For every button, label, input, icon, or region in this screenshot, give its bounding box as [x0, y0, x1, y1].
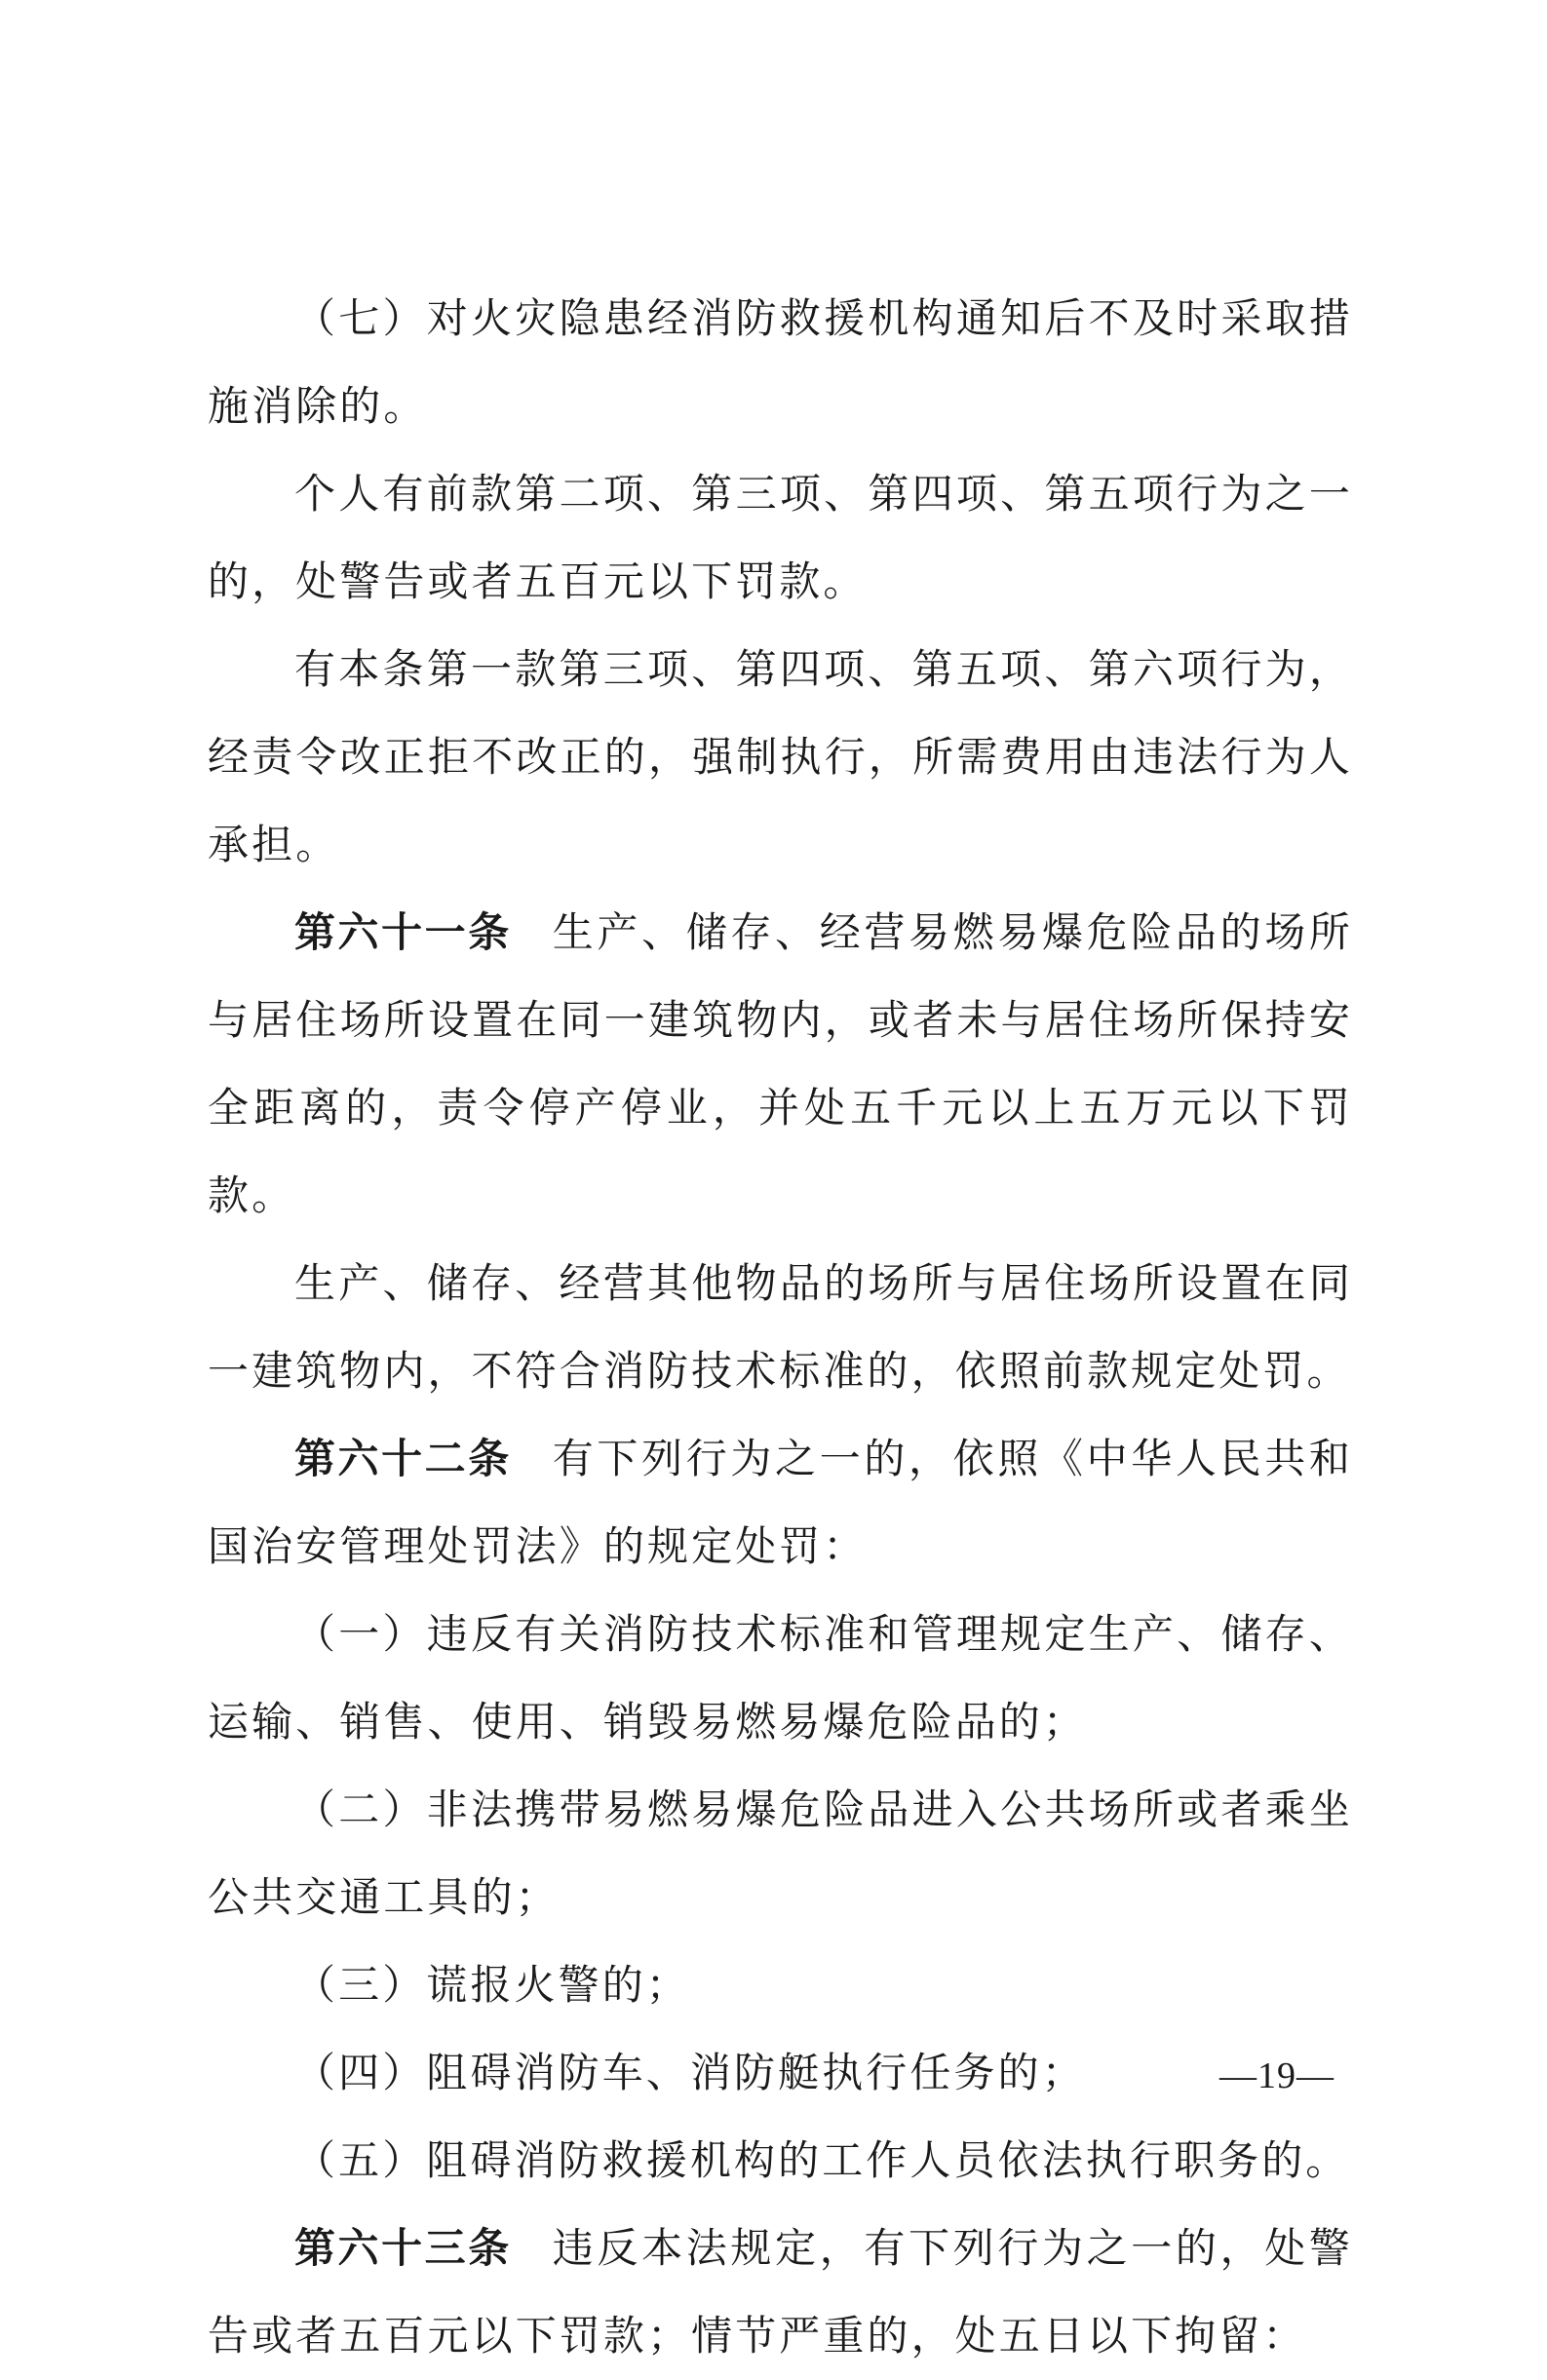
paragraph-individual-penalty: 个人有前款第二项、第三项、第四项、第五项行为之一的，处警告或者五百元以下罚款。: [208, 470, 1353, 605]
article-61-paragraph-2: 生产、储存、经营其他物品的场所与居住场所设置在同一建筑物内，不符合消防技术标准的，依照前款规定处罚。: [208, 1259, 1353, 1395]
article-62-item-5: （五）阻碍消防救援机构的工作人员依法执行职务的。: [294, 2136, 1350, 2184]
article-62-item-2: （二）非法携带易燃易爆危险品进入公共场所或者乘坐公共交通工具的；: [208, 1785, 1353, 1921]
page-number: —19—: [1219, 2055, 1334, 2096]
paragraph-enforcement: 有本条第一款第三项、第四项、第五项、第六项行为，经责令改正拒不改正的，强制执行，所需费用由违法行为人承担。: [208, 645, 1353, 868]
article-62: 第六十二条 有下列行为之一的，依照《中华人民共和国治安管理处罚法》的规定处罚：: [208, 1435, 1353, 1570]
paragraph-item-7-end: （七）对火灾隐患经消防救援机构通知后不及时采取措施消除的。: [208, 294, 1353, 430]
article-61: 第六十一条 生产、储存、经营易燃易爆危险品的场所与居住场所设置在同一建筑物内，或者未与居住场所保持安全距离的，责令停产停业，并处五千元以上五万元以下罚款。: [208, 908, 1353, 1219]
article-62-heading: 第六十二条: [294, 1435, 512, 1482]
article-62-item-4: （四）阻碍消防车、消防艇执行任务的；: [294, 2049, 1086, 2096]
article-63: 第六十三条 违反本法规定，有下列行为之一的，处警告或者五百元以下罚款；情节严重的，处五日以下拘留：: [208, 2224, 1353, 2360]
document-body: [208, 275, 1353, 2380]
article-62-item-1: （一）违反有关消防技术标准和管理规定生产、储存、运输、销售、使用、销毁易燃易爆危险品的；: [208, 1610, 1353, 1746]
article-62-item-3: （三）谎报火警的；: [294, 1961, 690, 2009]
article-61-heading: 第六十一条: [294, 908, 512, 956]
article-63-heading: 第六十三条: [294, 2224, 512, 2272]
